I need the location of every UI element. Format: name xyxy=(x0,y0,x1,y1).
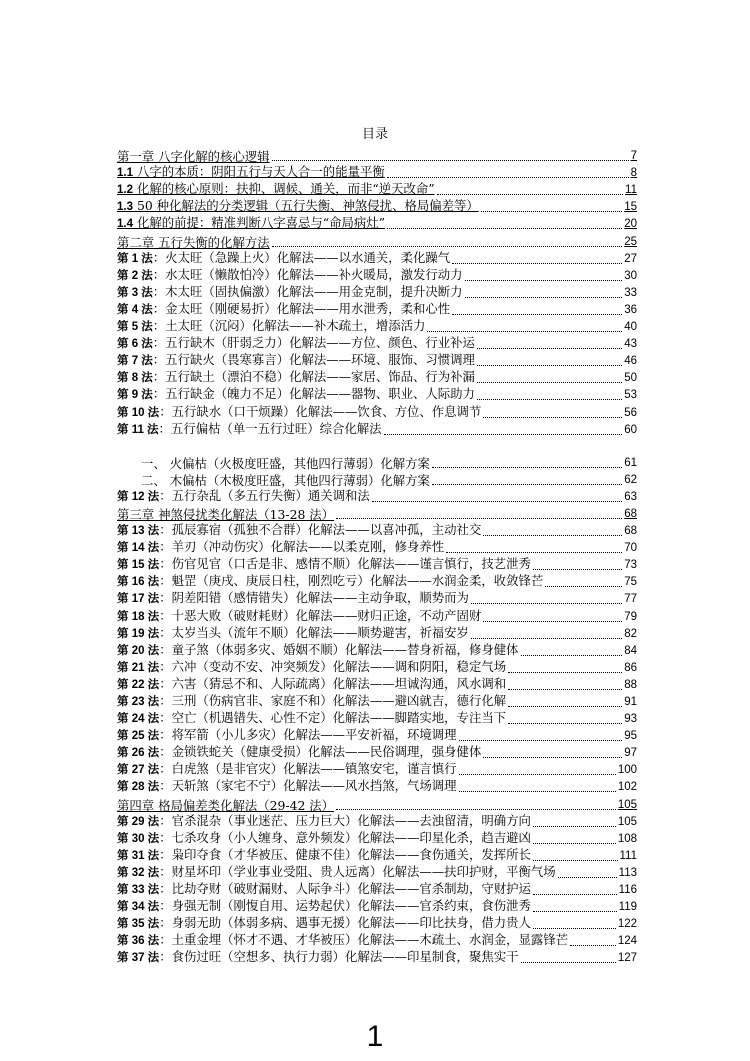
toc-entry-number: 第 6 法 xyxy=(117,338,153,351)
toc-entry[interactable] xyxy=(117,403,637,420)
toc-entry[interactable] xyxy=(117,864,637,881)
toc-entry[interactable] xyxy=(117,881,637,898)
toc-entry[interactable] xyxy=(117,318,637,335)
toc-entry-text: 二、 木偏枯（木极度旺盛，其他四行薄弱）化解方案 xyxy=(141,472,430,488)
dot-leader xyxy=(272,246,623,247)
toc-entry-text: ：羊刃（冲动伤灾）化解法——以柔克刚，修身养性 xyxy=(159,539,445,555)
toc-entry-page: 111 xyxy=(619,849,637,862)
table-of-contents xyxy=(117,147,637,966)
toc-title: 目录 xyxy=(361,127,388,142)
toc-entry-text: ：三刑（伤病官非、家庭不和）化解法——避凶就吉，德行化解 xyxy=(159,693,507,708)
toc-entry[interactable] xyxy=(117,335,637,352)
dot-leader xyxy=(508,723,622,724)
toc-entry-page: 60 xyxy=(624,423,637,436)
toc-entry-number: 第 4 法 xyxy=(117,303,153,316)
toc-entry-page: 61 xyxy=(624,456,637,469)
dot-leader xyxy=(459,740,623,741)
toc-entry-number: 第 28 法 xyxy=(117,781,160,794)
toc-entry-page: 102 xyxy=(617,781,637,794)
toc-entry-label xyxy=(117,235,270,250)
toc-entry-page: 25 xyxy=(624,235,637,248)
toc-entry-text: ：木太旺（固执偏激）化解法——用金克制，提升决断力 xyxy=(152,283,463,299)
toc-entry-page: 30 xyxy=(624,269,637,282)
toc-entry-number: 1.2 xyxy=(117,184,133,197)
dot-leader xyxy=(508,689,622,690)
toc-entry[interactable] xyxy=(117,710,637,727)
toc-entry-label xyxy=(117,898,531,915)
toc-entry[interactable] xyxy=(117,573,637,590)
dot-leader xyxy=(570,945,616,946)
toc-entry-number: 第 14 法 xyxy=(117,542,160,555)
toc-entry-number: 第 36 法 xyxy=(117,935,160,948)
dot-leader xyxy=(483,757,622,758)
toc-entry-text: ：阴差阳错（感情错失）化解法——主动争取，顺势而为 xyxy=(159,590,469,606)
toc-entry[interactable] xyxy=(117,625,637,642)
toc-entry-label xyxy=(117,456,430,471)
dot-leader xyxy=(483,535,622,536)
dot-leader xyxy=(471,638,622,639)
toc-entry[interactable] xyxy=(117,352,637,369)
toc-entry-number: 第 1 法 xyxy=(117,252,153,265)
toc-entry[interactable] xyxy=(117,505,637,522)
toc-entry-text: 化解的核心原则：扶抑、调候、通关，而非“逆天改命” xyxy=(133,181,435,197)
dot-leader xyxy=(533,860,618,861)
toc-entry-page: 95 xyxy=(624,730,637,743)
toc-entry-number: 第 25 法 xyxy=(117,730,160,743)
toc-entry-number: 第 27 法 xyxy=(117,764,160,777)
toc-entry-label xyxy=(117,164,385,181)
toc-entry-page: 119 xyxy=(618,901,637,914)
dot-leader xyxy=(533,911,617,912)
toc-entry-text: ：魁罡（庚戌、庚辰日柱，刚烈吃亏）化解法——水润金柔，收敛锋芒 xyxy=(159,573,544,589)
toc-entry-number: 第 24 法 xyxy=(117,713,160,726)
dot-leader xyxy=(477,348,622,349)
toc-entry-page: 8 xyxy=(630,167,637,180)
dot-leader xyxy=(372,501,622,502)
toc-entry-label xyxy=(117,693,506,710)
toc-entry-text: ：太岁当头（流年不顺）化解法——顺势避害，祈福安岁 xyxy=(159,624,469,640)
toc-entry-page: 7 xyxy=(630,150,637,163)
toc-entry-number: 第 10 法 xyxy=(117,406,160,419)
toc-entry-text: ：六冲（变动不安、冲突频发）化解法——调和阴阳，稳定气场 xyxy=(159,658,507,674)
toc-entry-text: ：孤辰寡宿（孤独不合群）化解法——以喜冲孤，主动社交 xyxy=(159,522,482,538)
toc-entry-page: 84 xyxy=(624,644,637,657)
toc-entry-number: 第 8 法 xyxy=(117,372,153,385)
toc-entry[interactable] xyxy=(117,488,637,505)
toc-entry-number: 第 32 法 xyxy=(117,866,160,879)
toc-entry[interactable] xyxy=(117,164,637,181)
toc-entry-number: 第 16 法 xyxy=(117,576,160,589)
toc-entry-number: 第 13 法 xyxy=(117,525,160,538)
toc-entry-number: 第 11 法 xyxy=(117,423,159,436)
toc-entry-text: ：枭印夺食（才华被压、健康不佳）化解法——食伤通关，发挥所长 xyxy=(159,846,531,862)
toc-entry[interactable] xyxy=(117,795,637,812)
toc-entry[interactable] xyxy=(117,386,637,403)
dot-leader xyxy=(508,706,622,707)
toc-entry-page: 105 xyxy=(617,815,637,828)
toc-entry[interactable] xyxy=(117,215,637,232)
toc-entry-text: ：六害（猜忌不和、人际疏离）化解法——坦诚沟通，风水调和 xyxy=(159,675,507,691)
toc-entry-page: 15 xyxy=(624,201,637,214)
toc-entry-label xyxy=(117,386,475,403)
toc-entry-page: 93 xyxy=(624,713,637,726)
toc-entry[interactable] xyxy=(117,813,637,830)
dot-leader xyxy=(452,314,622,315)
toc-entry-number: 第 22 法 xyxy=(117,678,160,691)
toc-entry-number: 第 20 法 xyxy=(117,644,160,657)
toc-entry-page: 82 xyxy=(624,627,637,640)
toc-entry-number: 第 34 法 xyxy=(117,901,160,914)
toc-entry[interactable] xyxy=(117,147,637,164)
toc-entry-text: 一、 火偏枯（火极度旺盛，其他四行薄弱）化解方案 xyxy=(141,455,430,471)
toc-entry-text: ：五行缺火（畏寒寡言）化解法——环境、服饰、习惯调理 xyxy=(152,352,475,368)
toc-entry-page: 73 xyxy=(624,559,637,572)
dot-leader xyxy=(452,263,622,264)
toc-entry-label xyxy=(117,778,457,795)
toc-entry-page: 56 xyxy=(624,406,637,419)
toc-entry[interactable] xyxy=(117,454,637,471)
toc-entry-number: 第 15 法 xyxy=(117,559,160,572)
toc-entry[interactable] xyxy=(117,693,637,710)
toc-entry-label xyxy=(117,522,481,539)
dot-leader xyxy=(387,177,629,178)
toc-entry-text: ：水太旺（懒散怕冷）化解法——补火暖局，激发行动力 xyxy=(152,266,463,282)
toc-entry-text: 第二章 五行失衡的化解方法 xyxy=(117,234,270,250)
dot-leader xyxy=(558,877,617,878)
toc-entry[interactable] xyxy=(117,659,637,676)
toc-entry-number: 第 5 法 xyxy=(117,321,153,334)
toc-entry-text: ：土太旺（沉闷）化解法——补木疏土，增添活力 xyxy=(152,318,426,334)
toc-entry-label xyxy=(117,318,425,335)
toc-entry-text: ：五行偏枯（单一五行过旺）综合化解法 xyxy=(158,420,382,436)
toc-entry-page: 62 xyxy=(624,473,637,486)
toc-entry-number: 第 29 法 xyxy=(117,815,160,828)
toc-entry-page: 40 xyxy=(624,321,637,334)
dot-leader xyxy=(483,621,622,622)
toc-entry-label xyxy=(117,813,531,830)
toc-entry-text: ：空亡（机遇错失、心性不定）化解法——脚踏实地，专注当下 xyxy=(159,710,507,726)
toc-entry-text: ：金锁铁蛇关（健康受损）化解法——民俗调理，强身健体 xyxy=(159,744,482,760)
dot-leader xyxy=(477,382,622,383)
toc-entry-label xyxy=(117,488,370,505)
dot-leader xyxy=(533,826,616,827)
toc-entry-label xyxy=(117,727,457,744)
toc-entry-label xyxy=(117,369,475,386)
toc-entry-label xyxy=(117,352,475,369)
toc-entry-label xyxy=(117,761,457,778)
toc-entry-text: ：身弱无助（体弱多病、遇事无援）化解法——印比扶身，借力贵人 xyxy=(159,915,531,931)
toc-entry[interactable] xyxy=(117,301,637,318)
toc-entry-number: 第 33 法 xyxy=(117,884,160,897)
dot-leader xyxy=(336,809,616,810)
dot-leader xyxy=(384,434,623,435)
toc-entry[interactable] xyxy=(117,761,637,778)
toc-entry-number: 第 21 法 xyxy=(117,661,160,674)
toc-entry-text: ：白虎煞（是非官灾）化解法——镇煞安宅，谨言慎行 xyxy=(159,761,457,777)
dot-leader xyxy=(521,962,616,963)
toc-entry[interactable] xyxy=(117,539,637,556)
toc-entry[interactable] xyxy=(117,232,637,249)
toc-entry-page: 91 xyxy=(624,696,637,708)
toc-entry-number: 第 30 法 xyxy=(117,832,160,845)
toc-entry-text: ：金太旺（刚硬易折）化解法——用水泄秀，柔和心性 xyxy=(152,300,451,316)
dot-leader xyxy=(521,655,623,656)
toc-entry[interactable] xyxy=(117,898,637,915)
toc-entry-label xyxy=(117,659,506,676)
toc-entry-label xyxy=(117,798,334,813)
toc-entry-page: 46 xyxy=(624,355,637,368)
toc-entry-text: 第四章 格局偏差类化解法（29-42 法） xyxy=(117,797,335,813)
toc-entry-number: 第 7 法 xyxy=(117,355,153,368)
toc-entry-page: 36 xyxy=(624,303,637,316)
toc-entry-page: 53 xyxy=(624,389,637,402)
toc-entry-label xyxy=(117,625,469,642)
dot-leader xyxy=(446,552,622,553)
toc-entry-text: ：将军箭（小儿多灾）化解法——平安祈福，环境调理 xyxy=(159,727,457,743)
toc-entry-number: 第 26 法 xyxy=(117,747,160,760)
toc-entry-text: 第三章 神煞侵扰类化解法（13-28 法） xyxy=(117,506,335,522)
toc-entry[interactable] xyxy=(117,421,637,438)
toc-entry-number: 第 17 法 xyxy=(117,593,160,606)
toc-entry-label xyxy=(117,539,444,556)
toc-entry-text: ：童子煞（体弱多灾、婚姻不顺）化解法——替身祈福，修身健体 xyxy=(159,641,519,657)
toc-entry[interactable] xyxy=(117,522,637,539)
dot-leader xyxy=(471,603,622,604)
toc-entry-text: ：比劫夺财（破财漏财、人际争斗）化解法——官杀制劫，守财护运 xyxy=(159,881,531,897)
toc-entry-number: 第 31 法 xyxy=(117,849,160,862)
toc-entry[interactable] xyxy=(117,830,637,847)
toc-entry-page: 97 xyxy=(624,747,637,760)
toc-entry-page: 79 xyxy=(624,610,637,623)
toc-entry-label xyxy=(117,507,334,522)
toc-entry-page: 33 xyxy=(624,286,637,299)
toc-entry[interactable] xyxy=(117,932,637,949)
toc-entry[interactable] xyxy=(117,949,637,966)
toc-entry-page: 86 xyxy=(624,661,637,674)
toc-entry-page: 108 xyxy=(617,832,637,845)
toc-entry-label xyxy=(117,864,556,881)
toc-entry[interactable] xyxy=(117,250,637,267)
dot-leader xyxy=(483,417,622,418)
toc-entry[interactable] xyxy=(117,778,637,795)
toc-entry[interactable] xyxy=(117,607,637,624)
toc-entry-label xyxy=(117,198,479,215)
toc-entry-text: ：火太旺（急躁上火）化解法——以水通关，柔化躁气 xyxy=(152,249,451,265)
toc-entry-number: 第 37 法 xyxy=(117,952,160,965)
toc-entry-text: ：身强无制（刚愎自用、运势起伏）化解法——官杀约束，食伤泄秀 xyxy=(159,898,531,914)
toc-entry-text: ：五行缺金（魄力不足）化解法——器物、职业、人际助力 xyxy=(152,386,475,402)
toc-entry-text: 八字的本质：阴阳五行与天人合一的能量平衡 xyxy=(133,164,385,180)
toc-entry-text: ：五行缺木（肝弱乏力）化解法——方位、颜色、行业补运 xyxy=(152,335,475,351)
toc-entry-label xyxy=(117,421,382,438)
toc-entry[interactable] xyxy=(117,590,637,607)
dot-leader xyxy=(387,228,622,229)
toc-entry-number: 1.1 xyxy=(117,167,133,180)
toc-entry-number: 第 9 法 xyxy=(117,389,153,402)
toc-entry-label xyxy=(117,301,450,318)
toc-entry[interactable] xyxy=(117,556,637,573)
toc-entry-text: 化解的前提：精准判断八字喜忌与“命局病灶” xyxy=(133,215,386,231)
toc-entry[interactable] xyxy=(117,642,637,659)
toc-entry-text: ：食伤过旺（空想多、执行力弱）化解法——印星制食，聚焦实干 xyxy=(159,949,519,965)
toc-entry-page: 88 xyxy=(624,678,637,691)
toc-entry-page: 100 xyxy=(617,764,637,777)
toc-entry-label xyxy=(117,404,481,421)
toc-entry-page: 20 xyxy=(624,218,637,231)
toc-entry-label xyxy=(117,267,463,284)
toc-entry-label xyxy=(117,556,531,573)
toc-entry-number: 第 19 法 xyxy=(117,627,160,640)
toc-entry-number: 第 23 法 xyxy=(117,696,160,708)
toc-entry[interactable] xyxy=(117,727,637,744)
toc-entry-number: 第 3 法 xyxy=(117,286,153,299)
toc-entry[interactable] xyxy=(117,471,637,488)
toc-entry-label xyxy=(117,590,469,607)
toc-entry-label xyxy=(117,181,435,198)
toc-entry-number: 第 35 法 xyxy=(117,918,160,931)
toc-entry[interactable] xyxy=(117,267,637,284)
toc-entry-label xyxy=(117,250,450,267)
toc-entry[interactable] xyxy=(117,915,637,932)
toc-entry-text: 50 种化解法的分类逻辑（五行失衡、神煞侵扰、格局偏差等） xyxy=(133,198,479,214)
toc-entry-label xyxy=(117,473,430,488)
toc-entry-label xyxy=(117,881,531,898)
dot-leader xyxy=(477,365,622,366)
toc-entry-page: 43 xyxy=(624,338,637,351)
toc-entry-number: 第 2 法 xyxy=(117,269,153,282)
toc-entry-page: 113 xyxy=(618,866,637,879)
dot-leader xyxy=(459,791,616,792)
toc-entry-label xyxy=(117,830,531,847)
toc-entry-page: 77 xyxy=(624,593,637,606)
toc-entry-text: ：十恶大败（破财耗财）化解法——财归正途，不动产固财 xyxy=(159,607,482,623)
toc-entry-text: ：五行缺土（漂泊不稳）化解法——家居、饰品、行为补漏 xyxy=(152,369,475,385)
toc-entry-label xyxy=(117,335,475,352)
toc-entry-label xyxy=(117,949,519,966)
toc-entry[interactable] xyxy=(117,369,637,386)
toc-entry-page: 50 xyxy=(624,372,637,385)
dot-leader xyxy=(432,467,622,468)
toc-entry-page: 116 xyxy=(618,884,637,897)
toc-entry-text: ：财星坏印（学业事业受阻、贵人远离）化解法——扶印护财，平衡气场 xyxy=(159,863,556,879)
toc-entry-number: 1.3 xyxy=(117,201,133,214)
page-number: 1 xyxy=(366,1020,384,1053)
toc-entry-label xyxy=(117,642,519,659)
toc-entry-text: ：天斩煞（家宅不宁）化解法——风水挡煞，气场调理 xyxy=(159,778,457,794)
toc-entry-page: 75 xyxy=(624,576,637,589)
toc-entry-page: 124 xyxy=(617,935,637,948)
toc-entry[interactable] xyxy=(117,198,637,215)
toc-entry-label xyxy=(117,676,506,693)
dot-leader xyxy=(477,399,622,400)
toc-entry-page: 11 xyxy=(625,184,637,197)
dot-leader xyxy=(459,774,616,775)
toc-entry-page: 27 xyxy=(624,252,637,265)
toc-entry-text: ：五行杂乱（多五行失衡）通关调和法 xyxy=(159,487,370,503)
toc-entry-text: ：官杀混杂（事业迷茫、压力巨大）化解法——去浊留清，明确方向 xyxy=(159,812,531,828)
toc-entry-text: ：伤官见官（口舌是非、感情不顺）化解法——谨言慎行，技艺泄秀 xyxy=(159,556,531,572)
dot-leader xyxy=(465,297,623,298)
toc-entry-page: 127 xyxy=(617,952,637,965)
dot-leader xyxy=(533,569,622,570)
dot-leader xyxy=(533,843,616,844)
toc-entry-page: 70 xyxy=(624,542,637,555)
toc-entry[interactable] xyxy=(117,181,637,198)
dot-leader xyxy=(427,331,622,332)
toc-entry-page: 105 xyxy=(617,798,637,811)
toc-entry-label xyxy=(117,710,506,727)
toc-entry[interactable] xyxy=(117,847,637,864)
toc-entry-label xyxy=(117,215,385,232)
toc-entry-page: 63 xyxy=(624,490,637,503)
toc-entry[interactable] xyxy=(117,676,637,693)
dot-leader xyxy=(336,518,622,519)
toc-entry-number: 1.4 xyxy=(117,218,133,231)
toc-entry-number: 第 18 法 xyxy=(117,610,160,623)
toc-entry-text: ：五行缺水（口干烦躁）化解法——饮食、方位、作息调节 xyxy=(159,403,482,419)
toc-entry-label xyxy=(117,932,568,949)
toc-entry-label xyxy=(117,915,531,932)
dot-leader xyxy=(533,894,617,895)
toc-entry-label xyxy=(117,284,463,301)
dot-leader xyxy=(272,160,629,161)
toc-entry-text: ：七杀攻身（小人缠身、意外频发）化解法——印星化杀，趋吉避凶 xyxy=(159,829,531,845)
toc-entry-label xyxy=(117,149,270,164)
toc-entry-page: 68 xyxy=(624,507,637,520)
toc-entry-page: 122 xyxy=(617,918,637,931)
toc-entry-label xyxy=(117,744,481,761)
dot-leader xyxy=(437,194,623,195)
toc-entry-number: 第 12 法 xyxy=(117,490,160,503)
toc-entry-label xyxy=(117,847,531,864)
dot-leader xyxy=(545,586,622,587)
dot-leader xyxy=(432,484,622,485)
toc-entry-text: 第一章 八字化解的核心逻辑 xyxy=(117,149,270,165)
toc-entry-text: ：土重金埋（怀才不遇、才华被压）化解法——木疏土、水润金，显露锋芒 xyxy=(159,932,569,948)
toc-entry[interactable] xyxy=(117,284,637,301)
dot-leader xyxy=(508,672,622,673)
dot-leader xyxy=(533,928,616,929)
toc-entry-label xyxy=(117,573,543,590)
toc-entry-page: 68 xyxy=(624,525,637,538)
dot-leader xyxy=(465,280,623,281)
toc-entry-label xyxy=(117,608,481,625)
dot-leader xyxy=(481,211,622,212)
toc-entry[interactable] xyxy=(117,744,637,761)
